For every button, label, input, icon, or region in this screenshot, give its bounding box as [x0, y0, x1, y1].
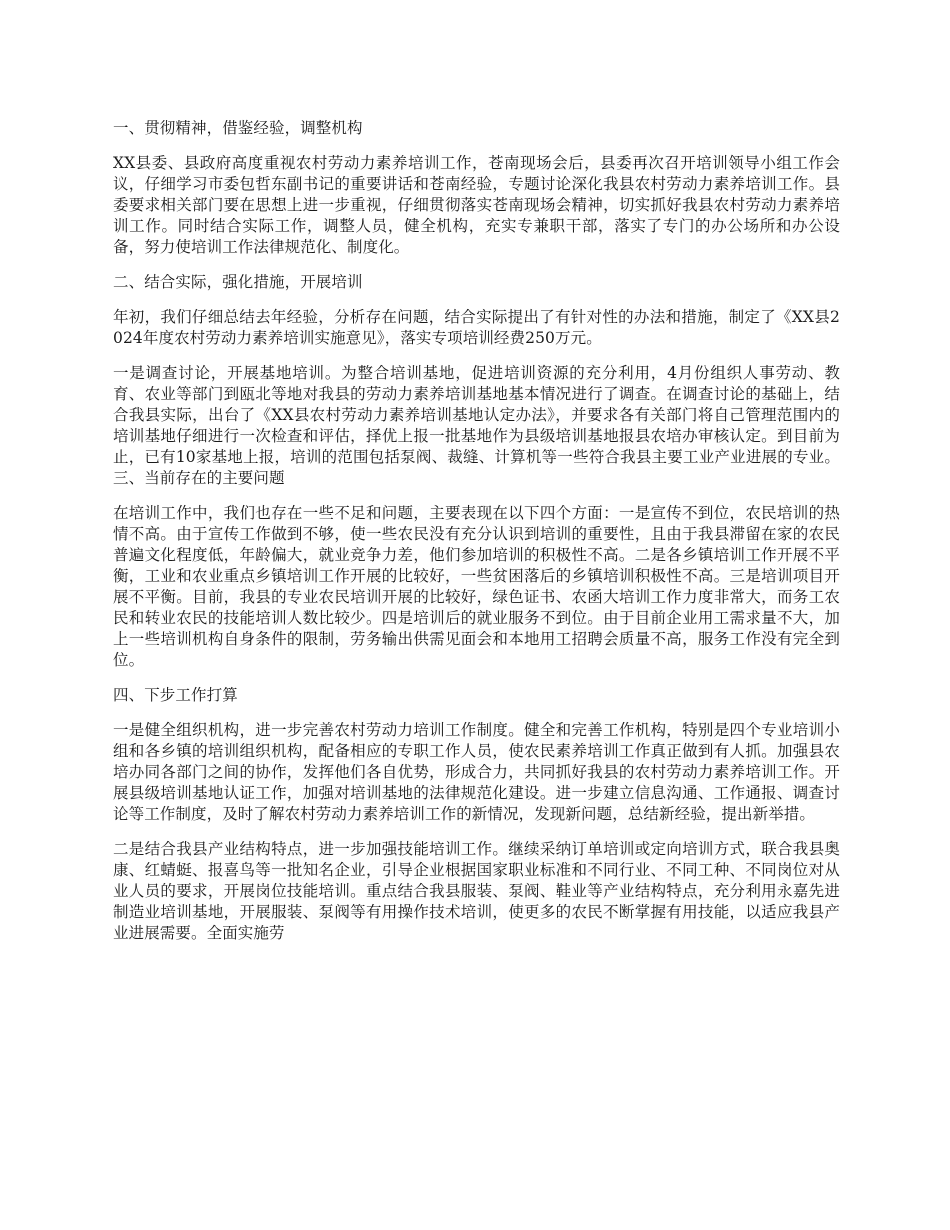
section-heading-1: 一、贯彻精神，借鉴经验，调整机构 [113, 119, 363, 137]
paragraph: 一是调查讨论，开展基地培训。为整合培训基地，促进培训资源的充分利用，4月份组织人事劳动、教育、农业等部门到瓯北等地对我县的劳动力素养培训基地基本情况进行了调查。在调查讨论的基础上，结合我县实际，出台了《XX县农村劳动力素养培训基地认定办法》，并要求各有关部门将自己管理范围内的培训基地仔细进行一次检查和评估，择优上报一批基地作为县级培训基地报县农培办审核认定。到目前为止，已有10家基地上报，培训的范围包括泵阀、裁缝、计算机等一些符合我县主要工业产业进展的专业。三、当前存在的主要问题 [113, 364, 840, 487]
paragraph: 二是结合我县产业结构特点，进一步加强技能培训工作。继续采纳订单培训或定向培训方式，联合我县奥康、红蜻蜓、报喜鸟等一批知名企业，引导企业根据国家职业标准和不同行业、不同工种、不同岗位对从业人员的要求，开展岗位技能培训。重点结合我县服装、泵阀、鞋业等产业结构特点，充分利用永嘉先进制造业培训基地，开展服装、泵阀等有用操作技术培训，使更多的农民不断掌握有用技能，以适应我县产业进展需要。全面实施劳 [113, 840, 840, 942]
paragraph: XX县委、县政府高度重视农村劳动力素养培训工作，苍南现场会后，县委再次召开培训领导小组工作会议，仔细学习市委包哲东副书记的重要讲话和苍南经验，专题讨论深化我县农村劳动力素养培训工作。县委要求相关部门要在思想上进一步重视，仔细贯彻落实苍南现场会精神，切实抓好我县农村劳动力素养培训工作。同时结合实际工作，调整人员，健全机构，充实专兼职干部，落实了专门的办公场所和办公设备，努力使培训工作法律规范化、制度化。 [113, 154, 840, 256]
section-heading-2: 二、结合实际，强化措施，开展培训 [113, 273, 363, 291]
paragraph: 在培训工作中，我们也存在一些不足和问题，主要表现在以下四个方面：一是宣传不到位，农民培训的热情不高。由于宣传工作做到不够，使一些农民没有充分认识到培训的重要性，且由于我县滞留在家的农民普遍文化程度低，年龄偏大，就业竞争力差，他们参加培训的积极性不高。二是各乡镇培训工作开展不平衡，工业和农业重点乡镇培训工作开展的比较好，一些贫困落后的乡镇培训积极性不高。三是培训项目开展不平衡。目前，我县的专业农民培训开展的比较好，绿色证书、农函大培训工作力度非常大，而务工农民和转业农民的技能培训人数比较少。四是培训后的就业服务不到位。由于目前企业用工需求量不大，加上一些培训机构自身条件的限制，劳务输出供需见面会和本地用工招聘会质量不高，服务工作没有完全到位。 [113, 504, 840, 669]
document-body [113, 118, 840, 958]
paragraph: 一是健全组织机构，进一步完善农村劳动力培训工作制度。健全和完善工作机构，特别是四个专业培训小组和各乡镇的培训组织机构，配备相应的专职工作人员，使农民素养培训工作真正做到有人抓。加强县农培办同各部门之间的协作，发挥他们各自优势，形成合力，共同抓好我县的农村劳动力素养培训工作。开展县级培训基地认证工作，加强对培训基地的法律规范化建设。进一步建立信息沟通、工作通报、调查讨论等工作制度，及时了解农村劳动力素养培训工作的新情况，发现新问题，总结新经验，提出新举措。 [113, 721, 840, 823]
section-heading-4: 四、下步工作打算 [113, 686, 238, 704]
paragraph: 年初，我们仔细总结去年经验，分析存在问题，结合实际提出了有针对性的办法和措施，制定了《XX县2024年度农村劳动力素养培训实施意见》，落实专项培训经费250万元。 [113, 308, 840, 347]
